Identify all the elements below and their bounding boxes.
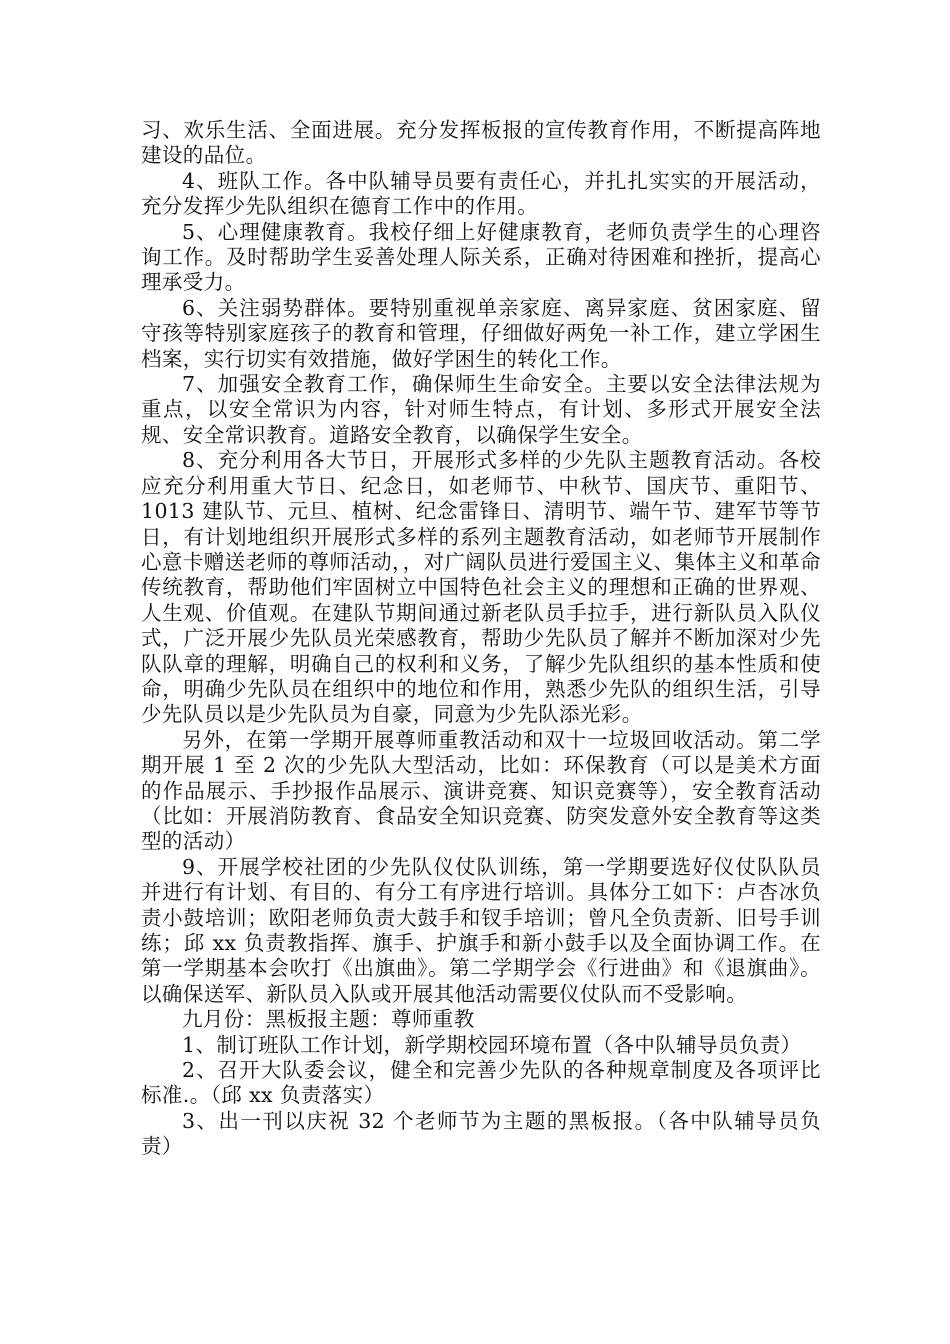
september-item-2: 2、召开大队委会议，健全和完善少先队的各种规章制度及各项评比标准.。（邱 xx 负责落实） xyxy=(141,1058,821,1108)
paragraph-item-8: 8、充分利用各大节日，开展形式多样的少先队主题教育活动。各校应充分利用重大节日、纪念日，如老师节、中秋节、国庆节、重阳节、1013 建队节、元旦、植树、纪念雷锋日、清明节、端午节、建军节等节日，有计划地组织开展形式多样的系列主题教育活动，如老师节开展制作心意卡赠送老师的尊师活动，，对广阔队员进行爱国主义、集体主义和革命传统教育，帮助他们牢固树立中国特色社会主义的理想和正确的世界观、人生观、价值观。在建队节期间通过新老队员手拉手，进行新队员入队仪式，广泛开展少先队员光荣感教育，帮助少先队员了解并不断加深对少先队队章的理解，明确自己的权利和义务，了解少先队组织的基本性质和使命，明确少先队员在组织中的地位和作用，熟悉少先队的组织生活，引导少先队员以是少先队员为自豪，同意为少先队添光彩。 xyxy=(141,448,821,727)
paragraph-item-4: 4、班队工作。各中队辅导员要有责任心，并扎扎实实的开展活动，充分发挥少先队组织在德育工作中的作用。 xyxy=(141,168,821,219)
paragraph-item-6: 6、关注弱势群体。要特别重视单亲家庭、离异家庭、贫困家庭、留守孩等特别家庭孩子的教育和管理，仔细做好两免一补工作，建立学困生档案，实行切实有效措施，做好学困生的转化工作。 xyxy=(141,295,821,371)
paragraph-continuation: 习、欢乐生活、全面进展。充分发挥板报的宣传教育作用，不断提高阵地建设的品位。 xyxy=(141,118,821,168)
september-item-1: 1、制订班队工作计划，新学期校园环境布置（各中队辅导员负责） xyxy=(182,1032,802,1057)
paragraph-additional: 另外，在第一学期开展尊师重教活动和双十一垃圾回收活动。第二学期开展 1 至 2 次的少先队大型活动，比如：环保教育（可以是美术方面的作品展示、手抄报作品展示、演讲竞赛、知识竞赛等），安全教育活动（比如：开展消防教育、食品安全知识竞赛、防突发意外安全教育等这类型的活动） xyxy=(141,727,821,854)
paragraph-item-7: 7、加强安全教育工作，确保师生生命安全。主要以安全法律法规为重点，以安全常识为内容，针对师生特点，有计划、多形式开展安全法规、安全常识教育。道路安全教育，以确保学生安全。 xyxy=(141,372,821,447)
september-item-3: 3、出一刊以庆祝 32 个老师节为主题的黑板报。（各中队辅导员负责） xyxy=(141,1108,821,1159)
paragraph-item-5: 5、心理健康教育。我校仔细上好健康教育，老师负责学生的心理咨询工作。及时帮助学生妥善处理人际关系，正确对待困难和挫折，提高心理承受力。 xyxy=(141,219,821,295)
paragraph-item-9: 9、开展学校社团的少先队仪仗队训练，第一学期要选好仪仗队队员并进行有计划、有目的、有分工有序进行培训。具体分工如下：卢杏冰负责小鼓培训；欧阳老师负责大鼓手和钗手培训；曾凡全负责新、旧号手训练；邱 xx 负责教指挥、旗手、护旗手和新小鼓手以及全面协调工作。在第一学期基本会吹打《出旗曲》。第二学期学会《行进曲》和《退旗曲》。以确保送军、新队员入队或开展其他活动需要仪仗队而不受影响。 xyxy=(141,854,821,1006)
document-body xyxy=(141,118,821,1160)
september-heading: 九月份：黑板报主题：尊师重教 xyxy=(182,1007,475,1032)
